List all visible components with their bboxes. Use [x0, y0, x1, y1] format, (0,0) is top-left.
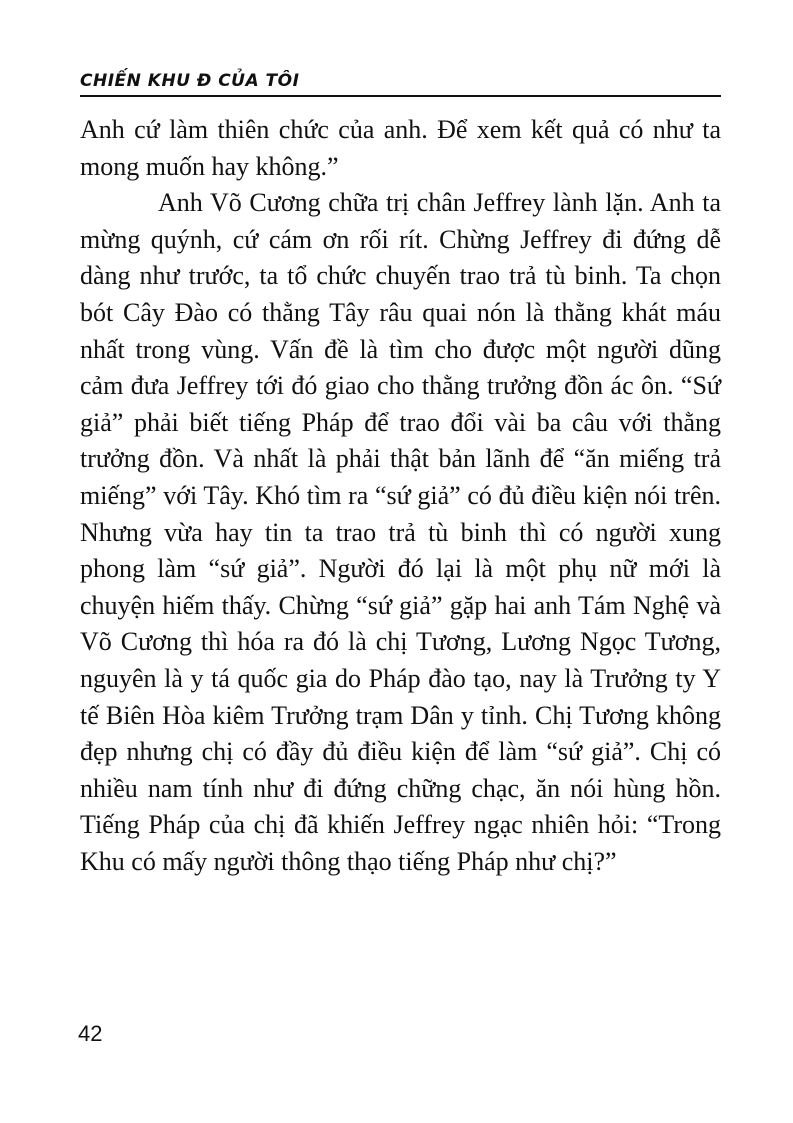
page-body — [80, 112, 721, 880]
header-divider — [80, 95, 721, 97]
paragraph: Anh Võ Cương chữa trị chân Jeffrey lành lặn. Anh ta mừng quýnh, cứ cám ơn rối rít. Chừng Jeffrey đi đứng dễ dàng như trước, ta tổ chức chuyến trao trả tù binh. Ta chọn bót Cây Đào có thằng Tây râu quai nón là thằng khát máu nhất trong vùng. Vấn đề là tìm cho được một người dũng cảm đưa Jeffrey tới đó giao cho thằng trưởng đồn ác ôn. “Sứ giả” phải biết tiếng Pháp để trao đổi vài ba câu với thằng trưởng đồn. Và nhất là phải thật bản lãnh để “ăn miếng trả miếng” với Tây. Khó tìm ra “sứ giả” có đủ điều kiện nói trên. Nhưng vừa hay tin ta trao trả tù binh thì có người xung phong làm “sứ giả”. Người đó lại là một phụ nữ mới là chuyện hiếm thấy. Chừng “sứ giả” gặp hai anh Tám Nghệ và Võ Cương thì hóa ra đó là chị Tương, Lương Ngọc Tương, nguyên là y tá quốc gia do Pháp đào tạo, nay là Trưởng ty Y tế Biên Hòa kiêm Trưởng trạm Dân y tỉnh. Chị Tương không đẹp nhưng chị có đầy đủ điều kiện để làm “sứ giả”. Chị có nhiều nam tính như đi đứng chững chạc, ăn nói hùng hồn. Tiếng Pháp của chị đã khiến Jeffrey ngạc nhiên hỏi: “Trong Khu có mấy người thông thạo tiếng Pháp như chị?” — [80, 188, 721, 876]
running-header-title: CHIẾN KHU Đ CỦA TÔI — [80, 71, 300, 91]
paragraph-continued: Anh cứ làm thiên chức của anh. Để xem kết quả có như ta mong muốn hay không.” — [80, 115, 721, 181]
page-number: 42 — [78, 1021, 103, 1046]
